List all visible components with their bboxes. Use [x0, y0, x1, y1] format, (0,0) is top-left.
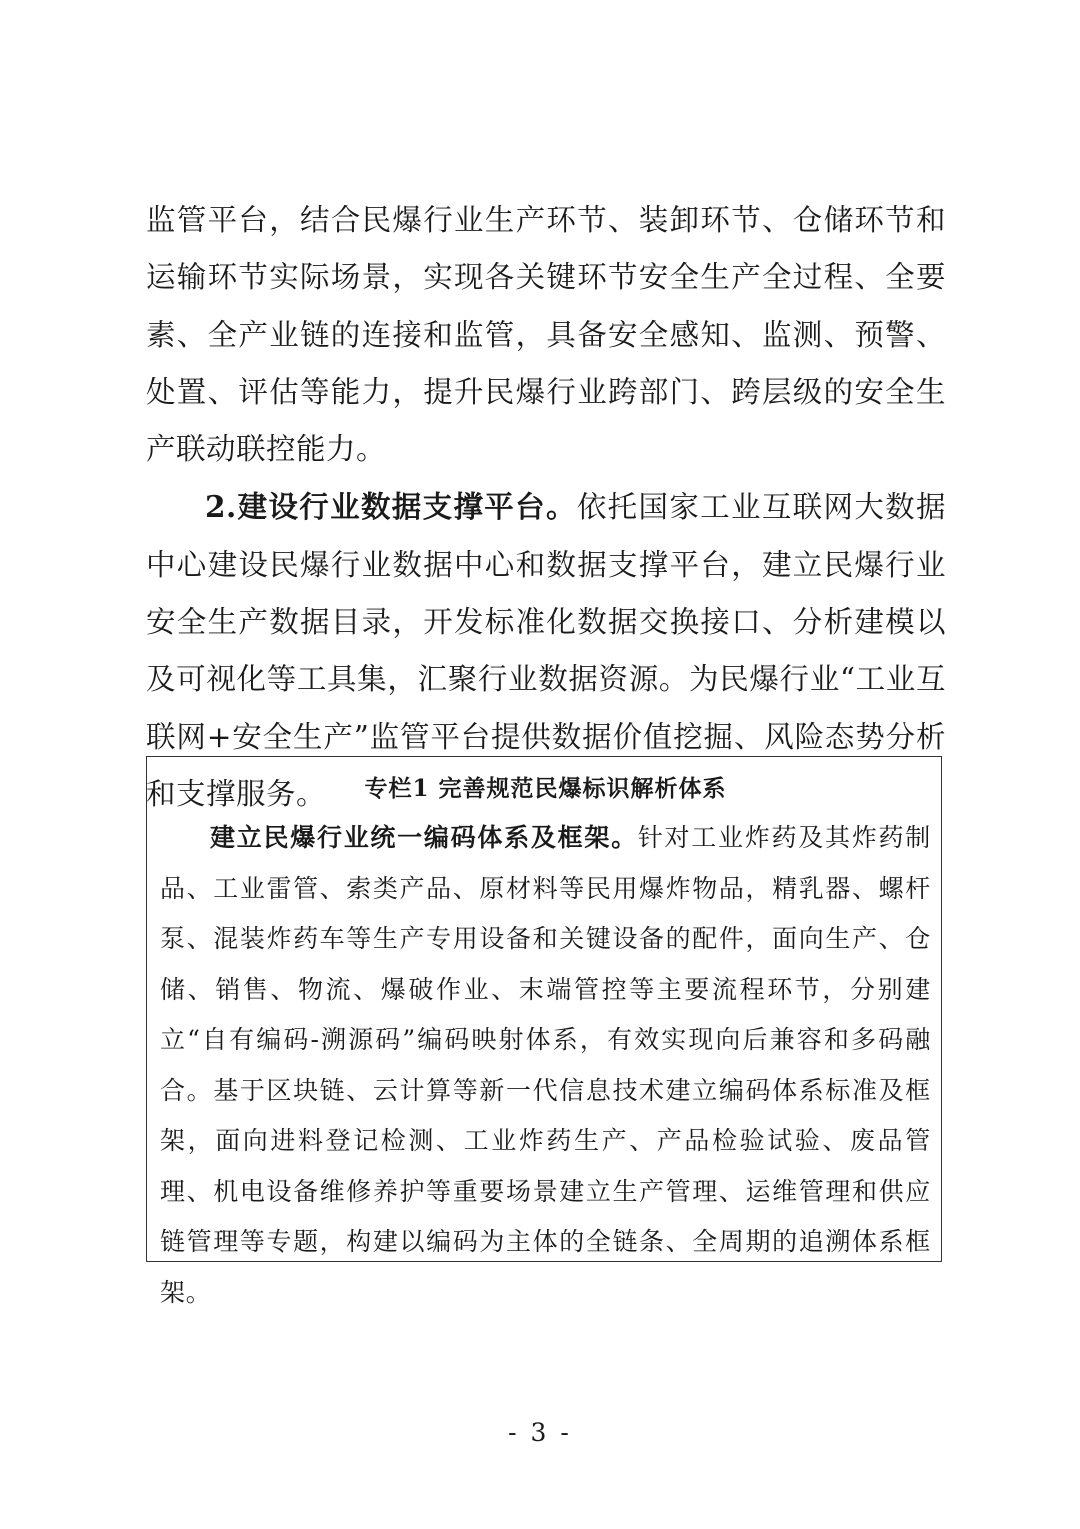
page-number: - 3 -: [508, 1418, 572, 1447]
column-paragraph: [160, 813, 931, 1318]
column-body: 针对工业炸药及其炸药制品、工业雷管、索类产品、原材料等民用爆炸物品，精乳器、螺杆泵、混装炸药车等生产专用设备和关键设备的配件，面向生产、仓储、销售、物流、爆破作业、末端管控等主要流程环节，分别建立“自有编码-溯源码”编码映射体系，有效实现向后兼容和多码融合。基于区块链、云计算等新一代信息技术建立编码体系标准及框架，面向进料登记检测、工业炸药生产、产品检验试验、废品管理、机电设备维修养护等重要场景建立生产管理、运维管理和供应链管理等专题，构建以编码为主体的全链条、全周期的追溯体系框架。: [160, 823, 931, 1307]
column-heading: 建立民爆行业统一编码体系及框架。: [210, 823, 638, 852]
column-box: [146, 756, 942, 1307]
column-title: 专栏1 完善规范民爆标识解析体系: [364, 775, 727, 802]
paragraph-platform: 监管平台，结合民爆行业生产环节、装卸环节、仓储环节和运输环节实际场景，实现各关键环节安全生产全过程、全要素、全产业链的连接和监管，具备安全感知、监测、预警、处置、评估等能力，提升民爆行业跨部门、跨层级的安全生产联动联控能力。: [146, 203, 946, 467]
main-text: [146, 192, 946, 823]
paragraph-heading: 2.建设行业数据支撑平台。: [205, 489, 577, 525]
paragraph-body: 依托国家工业互联网大数据中心建设民爆行业数据中心和数据支撑平台，建立民爆行业安全生产数据目录，开发标准化数据交换接口、分析建模以及可视化等工具集，汇聚行业数据资源。为民爆行业“工业互联网+安全生产”监管平台提供数据价值挖掘、风险态势分析和支撑服务。: [146, 490, 946, 811]
